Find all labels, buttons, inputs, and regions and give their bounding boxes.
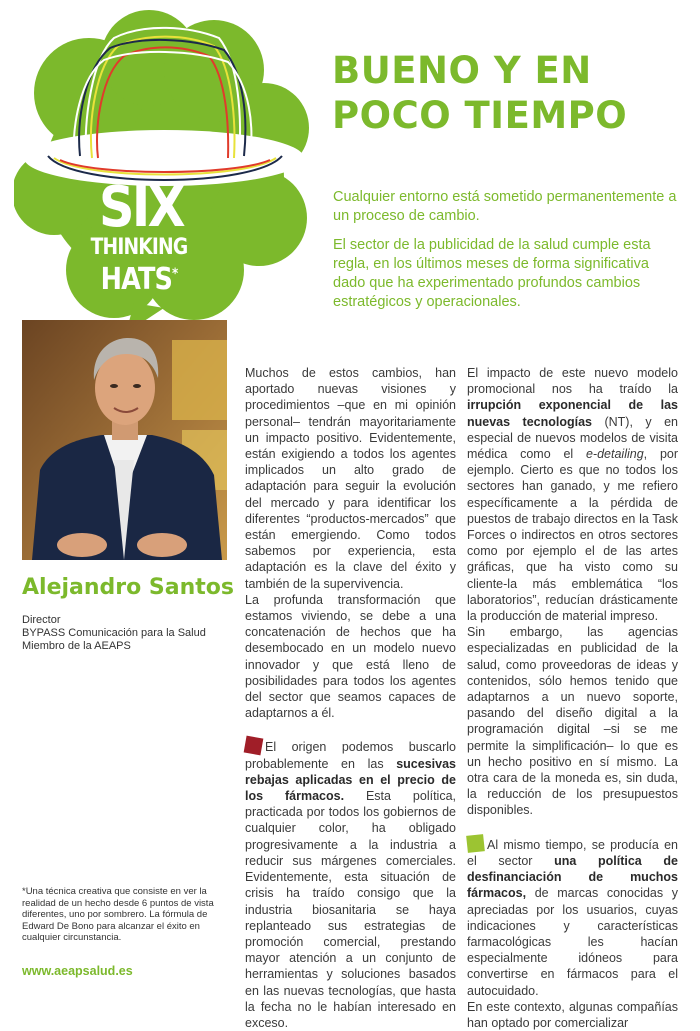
author-details	[22, 614, 206, 653]
footnote: *Una técnica creativa que consiste en ver la realidad de un hecho desde 6 puntos de vista diferentes, uno por sombrero. La fórmula de Edward De Bono para alcanzar el éxito en cualquier circunstancia.	[22, 886, 214, 943]
article-title	[332, 48, 682, 138]
green-square-bullet-icon	[466, 834, 485, 853]
intro-text	[333, 188, 683, 322]
column1-paragraph-2: La profunda transformación que estamos viviendo, se debe a una concatenación de hechos que ha desembocado en un modelo nuevo innovador y que está lleno de posibilidades para todos los agentes del sector que seamos capaces de adaptarnos a él.	[245, 592, 456, 721]
logo-hats-word	[80, 258, 199, 296]
column1-p3-text-b: Esta política, practicada por todos los gobiernos de cualquier color, ha obligado progresivamente a la industria a reducir sus márgenes comerciales. Evidentemente, esta situación de crisis ha traído consigo que la industria biosanitaria se haya replanteado sus estrategias de promoción comercial, prestando mayor atención a un conjunto de herramientas y soluciones basados en las nuevas tecnologías, que hasta la fecha no le habían interesado en exceso.	[245, 789, 456, 1030]
intro-paragraph-1: Cualquier entorno está sometido permanentemente a un proceso de cambio.	[333, 189, 677, 224]
title-line-2: POCO TIEMPO	[332, 94, 628, 137]
column1-paragraph-3	[245, 737, 456, 1031]
red-square-bullet-icon	[244, 736, 264, 756]
column2-p1-bold: irrupción exponencial de las nuevas tecnologías	[467, 398, 678, 429]
column2-p1-text-c: , por ejemplo. Cierto es que no todos los sectores han ganado, y me refiero específicamente a la pérdida de puestos de trabajo directos en la Task Forces o indirectos en otros sectores como por ejemplo el de las artes gráficas, que ha visto como su cliente-la más emblemática “los laboratorios”, reducían drásticamente la producción de material impreso.	[467, 447, 679, 624]
column2-p1-italic: e-detailing	[585, 447, 644, 462]
logo-asterisk: *	[172, 266, 178, 282]
intro-paragraph-2: El sector de la publicidad de la salud cumple esta regla, en los últimos meses de forma significativa dado que ha experimentado profundos cambios estratégicos y operacionales.	[333, 237, 651, 310]
column2-paragraph-4: En este contexto, algunas compañías han optado por comercializar	[467, 999, 678, 1030]
column2-paragraph-3	[467, 835, 678, 999]
column2-p3-bold: una política de desfinanciación de muchos fármacos,	[467, 853, 679, 901]
article-column-2	[467, 365, 678, 1031]
article-column-1	[245, 365, 456, 1031]
column1-paragraph-1: Muchos de estos cambios, han aportado nuevas visiones y procedimientos –que en mi opinión personal– tendrán mayoritariamente un impacto positivo. Evidentemente, están exigiendo a todos los agentes implicados un alto grado de adaptación para seguir la evolución del mercado y para identificar los diferentes “productos-mercados” que están emergiendo. Como todos sabemos por experiencia, esta adaptación es la clave del éxito y también de la supervivencia.	[245, 366, 456, 591]
column2-paragraph-2: Sin embargo, las agencias especializadas en publicidad de la salud, como proveedoras de ideas y contenidos, sólo hemos tenido que adaptarnos a un nuevo soporte, pasando del diseño digital a la programación digital –si se me permite la simplificación– lo que es un hecho positivo en sí mismo. La otra cara de la moneda es, sin duda, la reducción de los presupuestos disponibles.	[467, 625, 678, 818]
column2-p1-text-b: (NT), y en especial de nuevos modelos de visita médica como el	[467, 414, 678, 462]
column2-p3-text-a: Al mismo tiempo, se producía en el sector	[467, 837, 678, 868]
logo-thinking-word: THINKING	[90, 235, 188, 260]
website-link[interactable]: www.aeapsalud.es	[22, 964, 133, 978]
author-company: BYPASS Comunicación para la Salud	[22, 627, 206, 639]
logo-hats-text: HATS	[100, 262, 173, 297]
column1-p3-text-a: El origen podemos buscarlo probablemente en las	[245, 740, 456, 771]
column2-paragraph-1	[467, 365, 678, 624]
author-photo	[22, 320, 227, 560]
author-name: Alejandro Santos	[22, 575, 234, 600]
title-line-1: BUENO Y EN	[332, 49, 592, 92]
column2-p1-text-a: El impacto de este nuevo modelo promocional nos ha traído la	[467, 366, 678, 397]
column2-p3-text-b: de marcas conocidas y apreciadas por los usuarios, cuyas indicaciones y características farmacológicas les hacían especialmente idóneos para convertirse en fármacos para el autocuidado.	[467, 886, 678, 998]
column1-p3-bold: sucesivas rebajas aplicadas en el precio de los fármacos.	[245, 756, 456, 804]
author-portrait-illustration	[22, 320, 227, 560]
six-thinking-hats-logo	[14, 8, 314, 338]
author-role: Director	[22, 614, 61, 626]
logo-six-word: SIX	[99, 175, 183, 240]
author-membership: Miembro de la AEAPS	[22, 640, 131, 652]
